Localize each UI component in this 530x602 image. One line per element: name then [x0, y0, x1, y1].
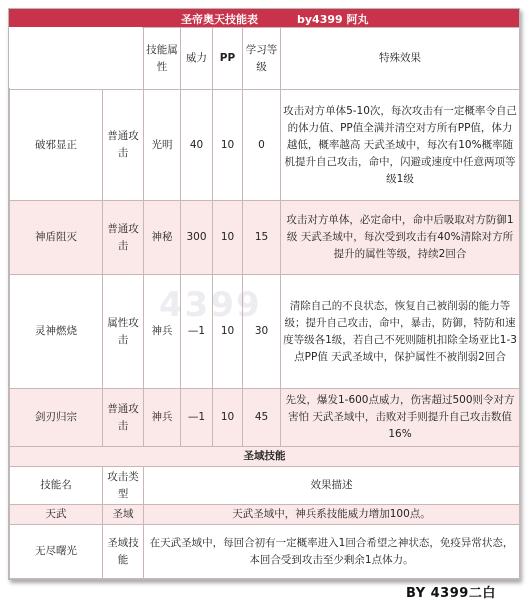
header-attr: 技能属性: [144, 28, 181, 90]
title-bar: [9, 9, 519, 27]
skill-name: 神盾阻灭: [10, 201, 103, 275]
skill-pp: 10: [213, 389, 243, 447]
domain-header-name: 技能名: [10, 467, 103, 505]
skills-header-row: [10, 28, 520, 90]
domain-section-row: [10, 447, 520, 467]
table-author: by4399 阿丸: [297, 13, 369, 26]
domain-skill-type: 圣域: [103, 505, 144, 525]
header-pp: PP: [213, 28, 243, 90]
skill-attr: 神兵: [144, 389, 181, 447]
domain-skill-effect: 天武圣域中，神兵系技能威力增加100点。: [144, 505, 520, 525]
domain-header-effect: 效果描述: [144, 467, 520, 505]
skill-level: 45: [243, 389, 281, 447]
skill-effect: 先发，爆发1-600点威力，伤害超过500则令对方害怕 天武圣域中，击败对手则提升自己攻击数值16%: [281, 389, 520, 447]
skill-power: 40: [181, 90, 213, 201]
skill-pp: 10: [213, 201, 243, 275]
skill-power: —1: [181, 389, 213, 447]
header-effect: 特殊效果: [281, 28, 520, 90]
domain-header-row: [10, 467, 520, 505]
skill-pp: 10: [213, 90, 243, 201]
domain-skill-name: 无尽曙光: [10, 525, 103, 579]
skill-attr: 神兵: [144, 275, 181, 389]
table-title: 圣帝奥天技能表: [181, 13, 258, 26]
skill-pp: 10: [213, 275, 243, 389]
skill-type: 普通攻击: [103, 201, 144, 275]
skill-power: —1: [181, 275, 213, 389]
skill-effect: 攻击对方单体，必定命中，命中后吸取对方防御1级 天武圣域中，每次受到攻击有40%清除对方所提升的属性等级，持续2回合: [281, 201, 520, 275]
domain-row: [10, 525, 520, 579]
skill-name: 剑刃归宗: [10, 389, 103, 447]
skill-row: [10, 201, 520, 275]
skill-type: 属性攻击: [103, 275, 144, 389]
watermark: 4399: [159, 285, 262, 325]
skill-attr: 光明: [144, 90, 181, 201]
skill-row: [10, 275, 520, 389]
skill-row: [10, 389, 520, 447]
skill-power: 300: [181, 201, 213, 275]
skill-table-frame: [8, 8, 520, 580]
skill-name: 灵神燃烧: [10, 275, 103, 389]
skill-level: 0: [243, 90, 281, 201]
skill-level: 15: [243, 201, 281, 275]
credit-text: BY 4399二白: [406, 586, 496, 601]
skill-row: [10, 90, 520, 201]
skill-effect: 攻击对方单体5-10次，每次攻击有一定概率令自己的体力值、PP值全满并清空对方所有PP值，体力越低，概率越高 天武圣域中，每次有10%概率随机提升自己攻击，命中，闪避或速度中任意两项等级1级: [281, 90, 520, 201]
skill-effect: 清除自己的不良状态，恢复自己被削弱的能力等级；提升自己攻击，命中，暴击，防御，特防和速度等级各1级，若自己不死则随机扣除全场亚比1-3点PP值 天武圣域中，保护属性不被削弱2回合: [281, 275, 520, 389]
domain-header-type: 攻击类型: [103, 467, 144, 505]
domain-skill-effect: 在天武圣域中，每回合初有一定概率进入1回合希望之神状态，免疫异常状态，本回合受到攻击至少剩余1点体力。: [144, 525, 520, 579]
domain-skill-type: 圣域技能: [103, 525, 144, 579]
skill-type: 普通攻击: [103, 389, 144, 447]
domain-skill-name: 天武: [10, 505, 103, 525]
skill-type: 普通攻击: [103, 90, 144, 201]
header-power: 威力: [181, 28, 213, 90]
domain-skills-table: [9, 446, 520, 579]
skill-name: 破邪显正: [10, 90, 103, 201]
domain-row: [10, 505, 520, 525]
skill-level: 30: [243, 275, 281, 389]
skills-table: [9, 27, 520, 447]
domain-section-title: 圣域技能: [10, 447, 520, 467]
header-level: 学习等级: [243, 28, 281, 90]
skill-attr: 神秘: [144, 201, 181, 275]
